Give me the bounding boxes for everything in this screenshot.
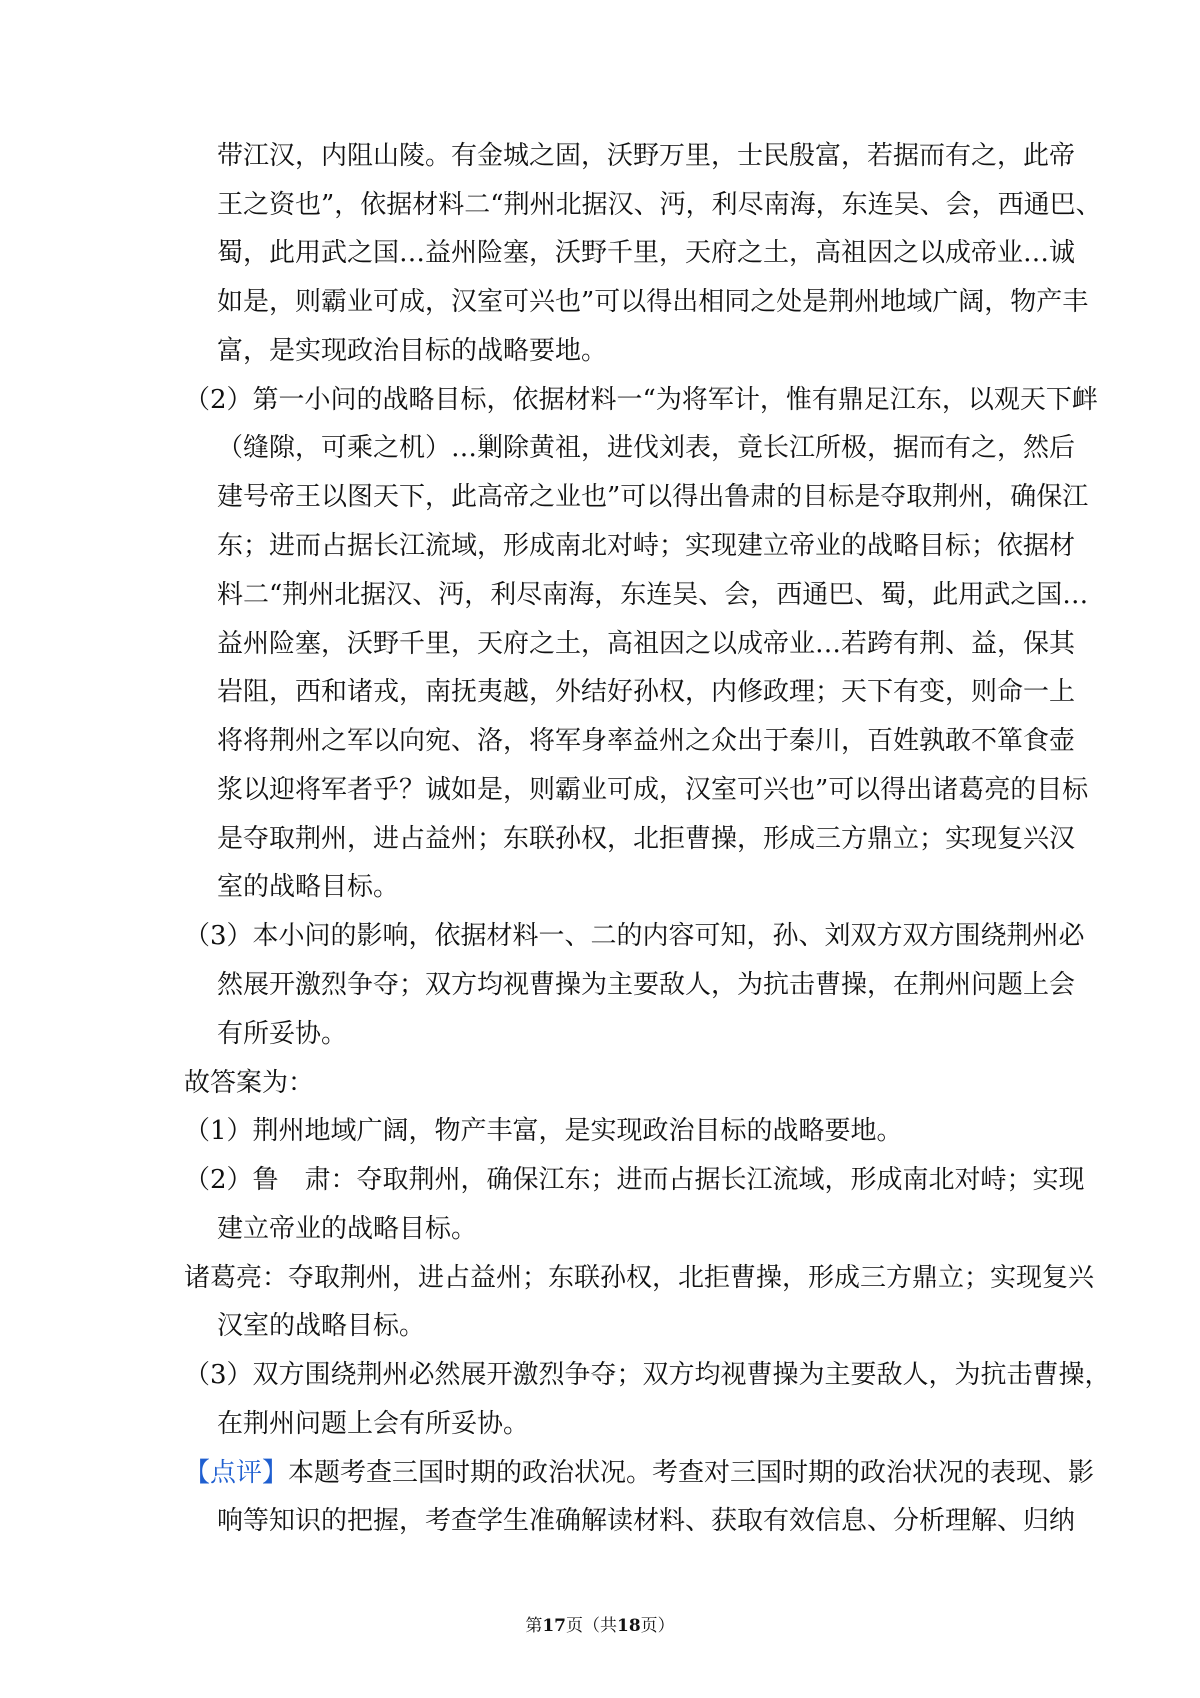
footer-suffix: 页） [640,1616,675,1636]
text-line: 汉室的战略目标。 [217,1311,426,1341]
text-line: （3）双方围绕荆州必然展开激烈争夺；双方均视曹操为主要敌人，为抗击曹操， [184,1360,1111,1390]
text-line: （3）本小问的影响，依据材料一、二的内容可知，孙、刘双方双方围绕荆州必 [184,921,1085,951]
comment-line: 响等知识的把握，考查学生准确解读材料、获取有效信息、分析理解、归纳 [217,1506,1076,1536]
text-line: 在荆州问题上会有所妥协。 [217,1409,530,1439]
text-line: 料二“荆州北据汉、沔，利尽南海，东连吴、会，西通巴、蜀，此用武之国… [217,580,1089,610]
text-line: 然展开激烈争夺；双方均视曹操为主要敌人，为抗击曹操，在荆州问题上会 [217,970,1076,1000]
text-line: （缝隙，可乘之机）…剿除黄祖，进伐刘表，竟长江所极，据而有之，然后 [217,433,1076,463]
text-line: （1）荆州地域广阔，物产丰富，是实现政治目标的战略要地。 [184,1116,903,1146]
text-line: 岩阻，西和诸戎，南抚夷越，外结好孙权，内修政理；天下有变，则命一上 [217,677,1076,707]
text-line: 室的战略目标。 [217,872,400,902]
text-line: 诸葛亮：夺取荆州，进占益州；东联孙权，北拒曹操，形成三方鼎立；实现复兴 [184,1263,1095,1293]
text-line: 东；进而占据长江流域，形成南北对峙；实现建立帝业的战略目标；依据材 [217,531,1076,561]
text-line: （2）鲁 肃：夺取荆州，确保江东；进而占据长江流域，形成南北对峙；实现 [184,1165,1085,1195]
text-line: 建号帝王以图天下，此高帝之业也”可以得出鲁肃的目标是夺取荆州，确保江 [217,482,1089,512]
text-line: （2）第一小问的战略目标，依据材料一“为将军计，惟有鼎足江东，以观天下衅 [184,385,1098,415]
comment-text: 本题考查三国时期的政治状况。考查对三国时期的政治状况的表现、影 [288,1458,1095,1488]
text-line: 益州险塞，沃野千里，天府之土，高祖因之以成帝业…若跨有荆、益，保其 [217,629,1076,659]
text-line: 如是，则霸业可成，汉室可兴也”可以得出相同之处是荆州地域广阔，物产丰 [217,287,1089,317]
text-line: 故答案为： [184,1068,315,1098]
comment-line [184,1458,1094,1488]
page-total: 18 [617,1616,641,1636]
text-line: 建立帝业的战略目标。 [217,1214,478,1244]
text-line: 将将荆州之军以向宛、洛，将军身率益州之众出于秦川，百姓孰敢不箪食壶 [217,726,1076,756]
footer-prefix: 第 [525,1616,543,1636]
comment-tag: 【点评】 [184,1458,289,1488]
text-line: 浆以迎将军者乎？诚如是，则霸业可成，汉室可兴也”可以得出诸葛亮的目标 [217,775,1089,805]
text-line: 有所妥协。 [217,1019,348,1049]
text-line: 富，是实现政治目标的战略要地。 [217,336,608,366]
footer-middle: 页（共 [566,1616,617,1636]
text-line: 蜀，此用武之国…益州险塞，沃野千里，天府之土，高祖因之以成帝业…诚 [217,238,1076,268]
text-line: 是夺取荆州，进占益州；东联孙权，北拒曹操，形成三方鼎立；实现复兴汉 [217,824,1076,854]
text-line: 带江汉，内阻山陵。有金城之固，沃野万里，士民殷富，若据而有之，此帝 [217,141,1076,171]
text-line: 王之资也”，依据材料二“荆州北据汉、沔，利尽南海，东连吴、会，西通巴、 [217,190,1102,220]
page-number: 17 [542,1616,566,1636]
page-footer [0,1615,1200,1637]
